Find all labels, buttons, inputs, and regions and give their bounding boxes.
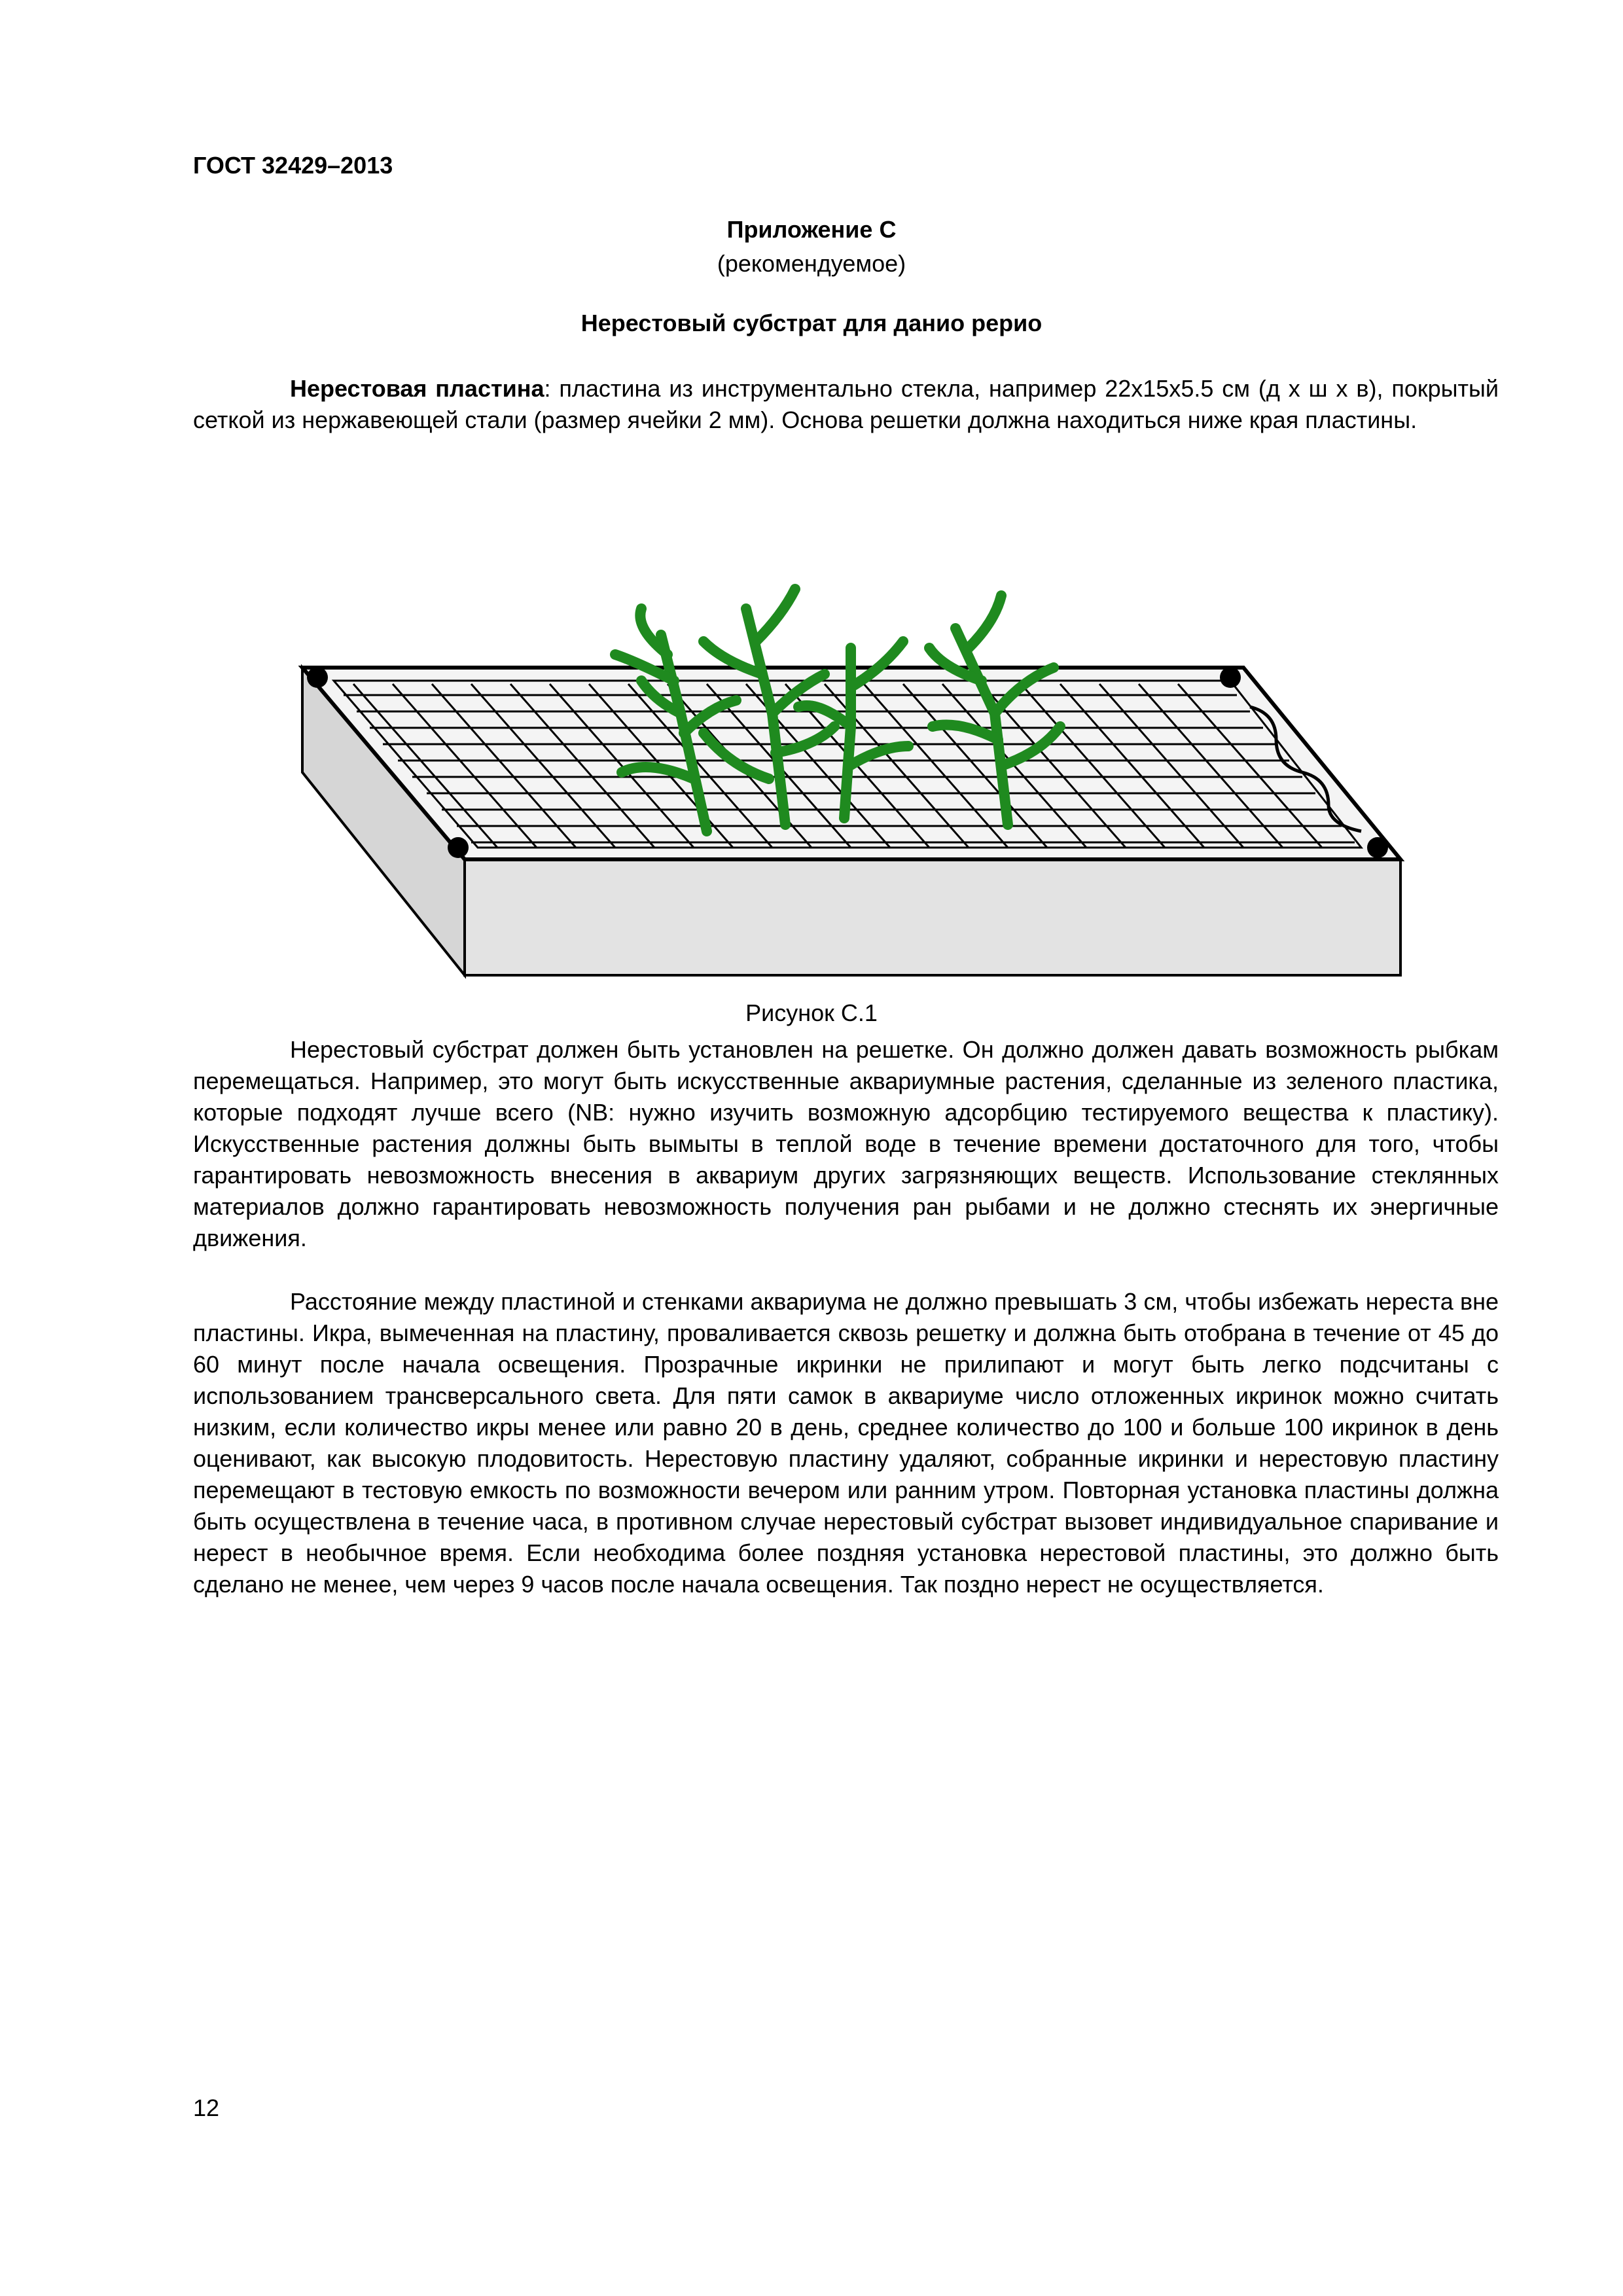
appendix-note: (рекомендуемое) xyxy=(717,250,906,277)
paragraph-spawning-plate xyxy=(193,373,1499,436)
page-number: 12 xyxy=(193,2094,220,2121)
plate-front-face xyxy=(465,859,1400,975)
term-spawning-plate: Нерестовая пластина xyxy=(290,375,544,402)
paragraph-spawning-plate-text: : пластина из инструментально стекла, например 22x15x5.5 см (д х ш х в), покрытый сеткой из нержавеющей стали (размер ячейки 2 мм). Основа решетки должна находиться ниже края пластины. xyxy=(193,375,1499,433)
paragraph-distance: Расстояние между пластиной и стенками аквариума не должно превышать 3 см, чтобы избежать нереста вне пластины. Икра, вымеченная на пластину, проваливается сквозь решетку и должна быть отобрана в течение от 45 до 60 минут после начала освещения. Прозрачные икринки не прилипают и могут быть легко подсчитаны с использованием трансверсального света. Для пяти самок в аквариуме число отложенных икринок можно считать низким, если количество икры менее или равно 20 в день, среднее количество до 100 и больше 100 икринок в день оценивают, как высокую плодовитость. Нерестовую пластину удаляют, собранные икринки и нерестовую пластину перемещают в тестовую емкость по возможности вечером или ранним утром. Повторная установка пластины должна быть осуществлена в течение часа, в противном случае нерестовый субстрат вызовет индивидуальное спаривание и нерест в необычное время. Если необходима более поздняя установка нерестовой пластины, это должно быть сделано не менее, чем через 9 часов после начала освещения. Так поздно нерест не осуществляется. xyxy=(193,1288,1499,1598)
section-title: Нерестовый субстрат для данио рерио xyxy=(580,310,1043,336)
standard-header: ГОСТ 32429–2013 xyxy=(193,152,393,179)
appendix-title: Приложение С xyxy=(726,216,897,243)
spawning-plate-figure xyxy=(288,517,1427,988)
figure-caption: Рисунок С.1 xyxy=(745,999,878,1026)
paragraph-substrate: Нерестовый субстрат должен быть установлен на решетке. Он должно должен давать возможность рыбкам перемещаться. Например, это могут быть искусственные аквариумные растения, сделанные из зеленого пластика, которые подходят лучше всего (NB: нужно изучить возможную адсорбцию тестируемого вещества к пластику). Искусственные растения должны быть вымыты в теплой воде в течение времени достаточного для того, чтобы гарантировать невозможность внесения в аквариум других загрязняющих веществ. Использование стеклянных материалов должно гарантировать невозможность получения ран рыбами и не должно стеснять их энергичные движения. xyxy=(193,1036,1499,1251)
